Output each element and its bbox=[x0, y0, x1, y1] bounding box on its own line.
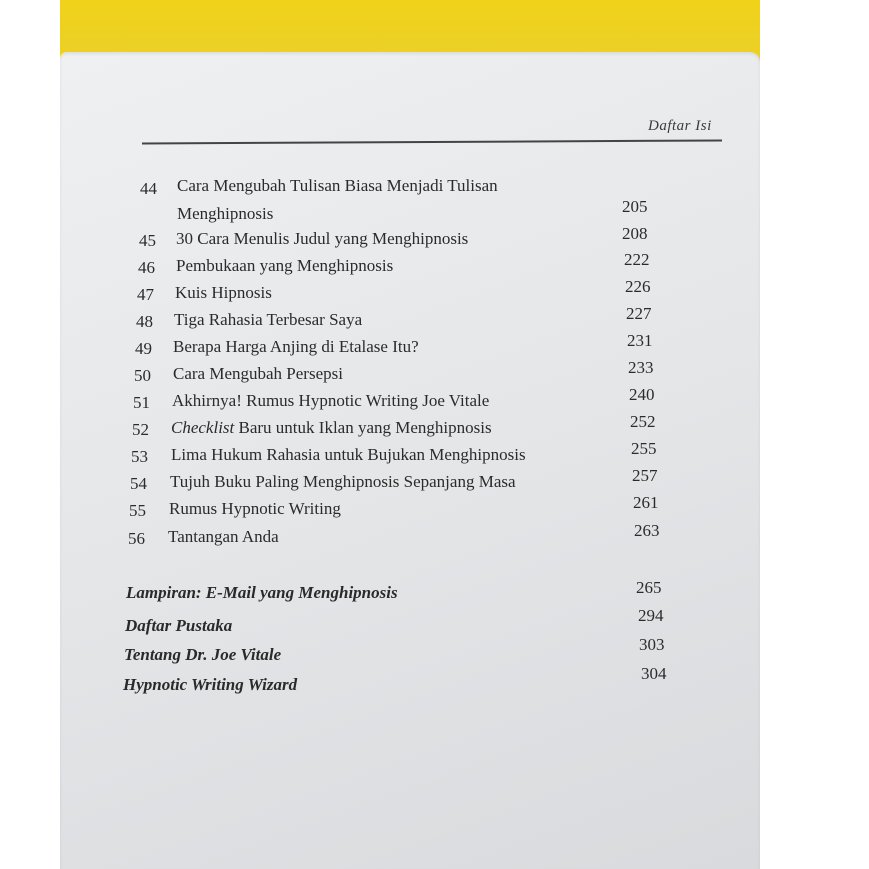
chapter-title bbox=[171, 418, 492, 438]
chapter-number: 44 bbox=[140, 179, 157, 198]
about-author-title: Tentang Dr. Joe Vitale bbox=[124, 645, 282, 664]
chapter-title-italic: Checklist bbox=[171, 418, 235, 437]
chapter-title-line2: Menghipnosis bbox=[177, 204, 274, 223]
page-number: 294 bbox=[638, 606, 664, 625]
chapter-title: Kuis Hipnosis bbox=[175, 283, 272, 302]
chapter-title-line1: Cara Mengubah Tulisan Biasa Menjadi Tulisan bbox=[177, 176, 498, 195]
running-header: Daftar Isi bbox=[648, 118, 712, 134]
chapter-title: Akhirnya! Rumus Hypnotic Writing Joe Vitale bbox=[172, 391, 490, 410]
chapter-number: 46 bbox=[138, 258, 155, 277]
chapter-title: Pembukaan yang Menghipnosis bbox=[176, 256, 394, 275]
chapter-title-rest: Baru untuk Iklan yang Menghipnosis bbox=[234, 418, 492, 437]
appendix-title: Lampiran: E-Mail yang Menghipnosis bbox=[126, 583, 398, 602]
page-number: 222 bbox=[624, 250, 650, 269]
page-number: 226 bbox=[625, 277, 651, 296]
chapter-title: Tantangan Anda bbox=[168, 527, 279, 546]
chapter-number: 55 bbox=[129, 501, 146, 520]
chapter-number: 56 bbox=[128, 529, 145, 548]
page-number: 240 bbox=[629, 385, 655, 404]
page-number: 261 bbox=[633, 493, 659, 512]
page-number: 304 bbox=[641, 664, 667, 683]
page-number: 208 bbox=[622, 224, 648, 243]
chapter-title: Tujuh Buku Paling Menghipnosis Sepanjang Masa bbox=[170, 472, 516, 491]
page-number: 205 bbox=[622, 197, 648, 216]
chapter-title: Rumus Hypnotic Writing bbox=[169, 499, 341, 518]
page-number: 265 bbox=[636, 578, 662, 597]
page-number: 257 bbox=[632, 466, 658, 485]
page-number: 263 bbox=[634, 521, 660, 540]
chapter-number: 50 bbox=[134, 366, 151, 385]
chapter-number: 48 bbox=[136, 312, 153, 331]
chapter-title: Cara Mengubah Persepsi bbox=[173, 364, 343, 383]
chapter-number: 51 bbox=[133, 393, 150, 412]
chapter-title: Lima Hukum Rahasia untuk Bujukan Menghipnosis bbox=[171, 445, 526, 464]
chapter-number: 54 bbox=[130, 474, 147, 493]
chapter-title: Tiga Rahasia Terbesar Saya bbox=[174, 310, 363, 329]
chapter-number: 45 bbox=[139, 231, 156, 250]
wizard-title: Hypnotic Writing Wizard bbox=[123, 675, 298, 694]
chapter-number: 53 bbox=[131, 447, 148, 466]
page-number: 233 bbox=[628, 358, 654, 377]
chapter-number: 52 bbox=[132, 420, 149, 439]
chapter-number: 47 bbox=[137, 285, 154, 304]
chapter-title: Berapa Harga Anjing di Etalase Itu? bbox=[173, 337, 419, 356]
page-number: 255 bbox=[631, 439, 657, 458]
bibliography-title: Daftar Pustaka bbox=[125, 616, 233, 635]
chapter-title: 30 Cara Menulis Judul yang Menghipnosis bbox=[176, 229, 469, 248]
page-number: 252 bbox=[630, 412, 656, 431]
page-number: 303 bbox=[639, 635, 665, 654]
page-number: 231 bbox=[627, 331, 653, 350]
chapter-number: 49 bbox=[135, 339, 152, 358]
page-number: 227 bbox=[626, 304, 652, 323]
